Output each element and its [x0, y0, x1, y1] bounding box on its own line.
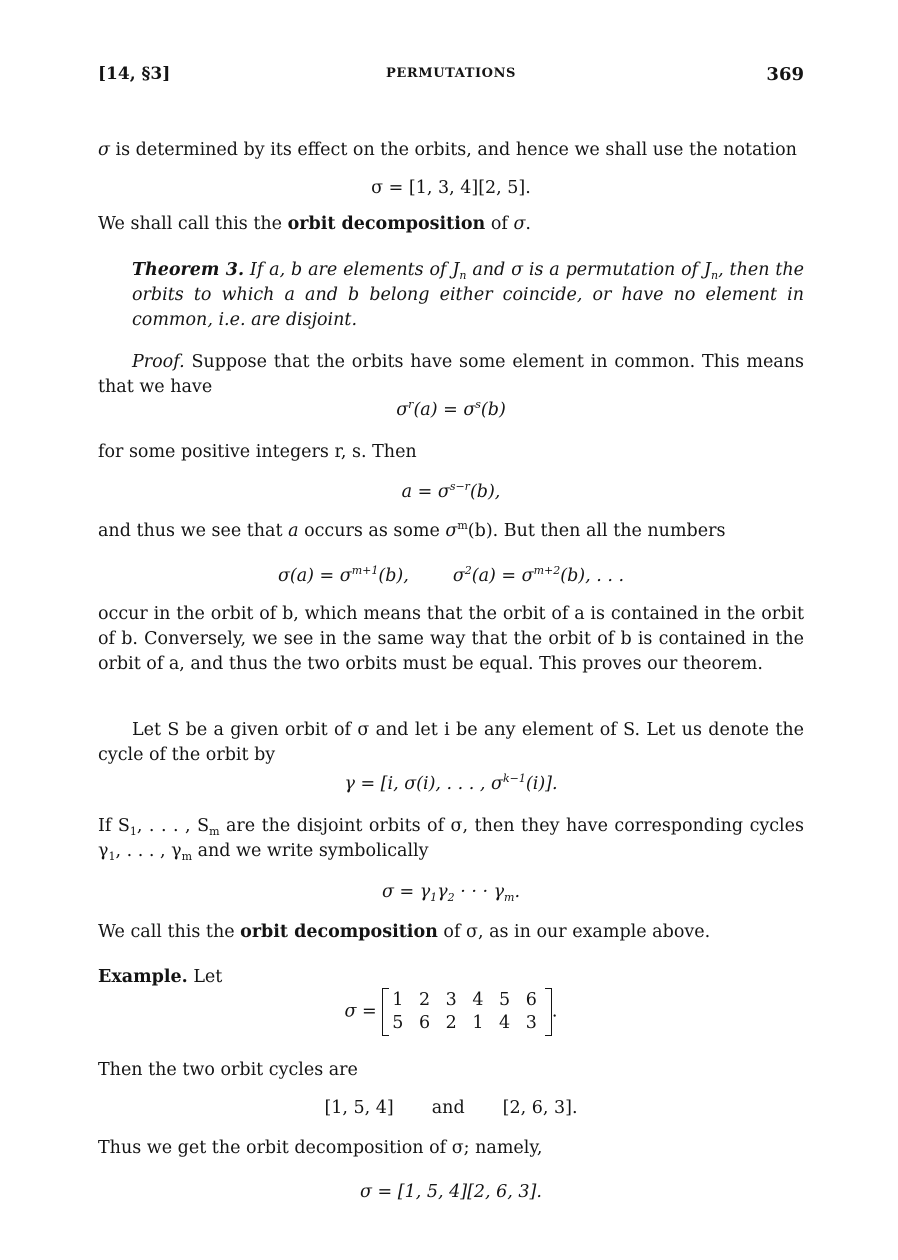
page-number: 369	[766, 64, 804, 85]
proof-label: Proof.	[132, 352, 185, 372]
running-title: PERMUTATIONS	[385, 66, 517, 81]
proof-paragraph: Proof. Suppose that the orbits have some element in common. This means that we have	[98, 352, 804, 397]
section-ref: [14, §3]	[98, 64, 171, 84]
equation-sigma-orbits: σ = [1, 3, 4][2, 5].	[371, 178, 531, 198]
equation-gamma-cycle: γ = [i, σ(i), . . . , $\sigma^{k-1}(i)$].	[344, 772, 558, 794]
paragraph-occurs-as: and thus we see that a occurs as some $\sigma^m(b)$. But then all the numbers	[98, 519, 726, 541]
theorem-3: Theorem 3. If a, b are elements of $J_n$ and σ is a permutation of $J_n$, then the orbits to which a and b belong either coincide, or have no element in common, i.e. are disjoint.	[132, 260, 804, 330]
orbit-cycles-line: [1, 5, 4] and [2, 6, 3].	[324, 1098, 578, 1118]
running-header	[98, 64, 804, 88]
matrix-row-bottom: 5 6 2 1 4 3	[392, 1013, 542, 1033]
theorem-label: Theorem 3.	[132, 260, 245, 280]
example-intro: Example. Let	[98, 967, 223, 987]
paragraph-positive-integers: for some positive integers r, s. Then	[98, 442, 417, 462]
equation-product-cycles: $\sigma = \gamma_1\gamma_2$ · · · $\gamma_m$.	[381, 882, 521, 904]
matrix-row-top: 1 2 3 4 5 6	[392, 990, 542, 1010]
example-label: Example.	[98, 967, 188, 987]
paragraph-orbit-decomposition-def: We shall call this the orbit decomposition of σ.	[98, 214, 531, 234]
paragraph-orbit-contained: occur in the orbit of b, which means that the orbit of a is contained in the orbit of b. Conversely, we see in the same way that the orbit of b is contained in the orbit of a, and thus the two orbits must be equal. This proves our theorem.	[98, 604, 804, 674]
permutation-matrix: σ = 1 2 3 4 5 6 5 6 2 1 4 3 .	[98, 988, 804, 1036]
equation-sigma-r-s: $\sigma^r(a) = \sigma^s(b)$	[396, 398, 506, 420]
paragraph-two-cycles: Then the two orbit cycles are	[98, 1060, 358, 1080]
paragraph-call-decomposition: We call this the orbit decomposition of σ, as in our example above.	[98, 922, 711, 942]
equation-sequence: $\sigma(a) = \sigma^{m+1}(b)$, $\sigma^2(a) = \sigma^{m+2}(b)$, . . .	[277, 564, 625, 586]
paragraph-orbit-notation: σ is determined by its effect on the orbits, and hence we shall use the notation	[98, 140, 797, 160]
paragraph-disjoint-orbits: If $S_1$, . . . , $S_m$ are the disjoint orbits of σ, then they have corresponding cycles $\gamma_1$, . . . , $\gamma_m$ and we write symbolically	[98, 816, 804, 863]
right-bracket	[545, 988, 552, 1036]
paragraph-cycle-definition: Let S be a given orbit of σ and let i be any element of S. Let us denote the cycle of the orbit by	[98, 720, 804, 765]
paragraph-thus: Thus we get the orbit decomposition of σ; namely,	[98, 1138, 543, 1158]
left-bracket	[382, 988, 389, 1036]
equation-final-decomposition: σ = [1, 5, 4][2, 6, 3].	[360, 1182, 542, 1202]
equation-a-sigma: $a = \sigma^{s-r}(b)$,	[401, 480, 501, 502]
